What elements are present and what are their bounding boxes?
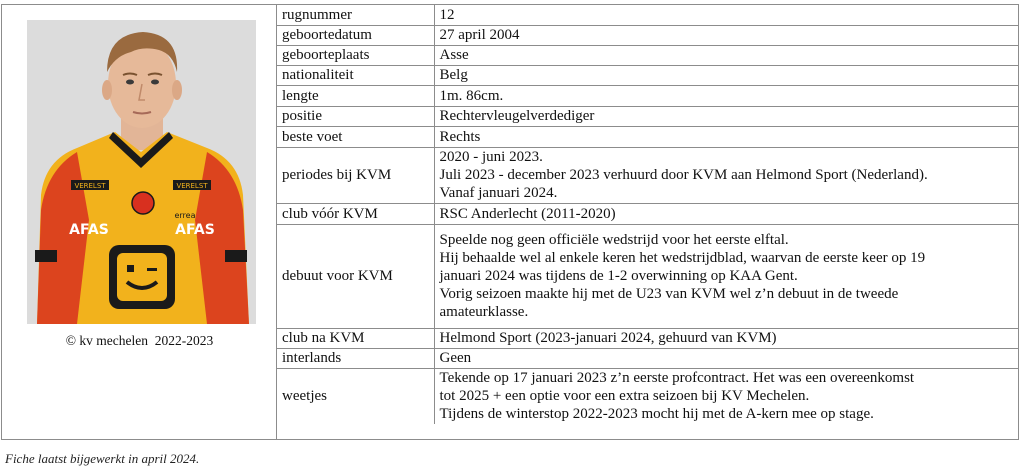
player-portrait-image <box>27 20 256 324</box>
row-value <box>434 5 1018 25</box>
sponsor-main-left: AFAS <box>69 222 109 238</box>
row-label: club na KVM <box>277 328 434 348</box>
row-value <box>434 126 1018 147</box>
row-value <box>434 65 1018 85</box>
row-value-line: Rechtervleugelverdediger <box>439 108 595 124</box>
row-label: club vóór KVM <box>277 203 434 224</box>
row-label: beste voet <box>277 126 434 147</box>
row-value-line: Juli 2023 - december 2023 verhuurd door KVM aan Helmond Sport (Nederland). <box>439 167 928 183</box>
sponsor-top-right: VERELST <box>176 182 208 190</box>
table-row <box>277 65 1018 85</box>
row-value-line: Asse <box>439 47 469 63</box>
row-label: weetjes <box>277 368 434 424</box>
row-value-line: 1m. 86cm. <box>439 87 504 104</box>
row-value-line: Belg <box>439 67 468 83</box>
table-row <box>277 25 1018 45</box>
table-row <box>277 368 1018 424</box>
row-label: lengte <box>277 85 434 106</box>
row-value <box>434 368 1018 424</box>
row-label: geboorteplaats <box>277 45 434 65</box>
row-value-line: Speelde nog geen officiële wedstrijd voor het eerste elftal. <box>439 232 789 248</box>
row-label: nationaliteit <box>277 65 434 85</box>
row-value-line: 27 april 2004 <box>439 27 520 43</box>
table-row <box>277 85 1018 106</box>
table-row <box>277 45 1018 65</box>
row-label: positie <box>277 106 434 126</box>
row-value-line: Helmond Sport (2023-januari 2024, gehuurd van KVM) <box>439 330 777 346</box>
row-value-line: Rechts <box>439 128 481 145</box>
sponsor-main-right: AFAS <box>175 222 215 238</box>
sponsor-top-left: VERELST <box>74 182 106 190</box>
row-label: debuut voor KVM <box>277 224 434 328</box>
table-row <box>277 203 1018 224</box>
player-fiche <box>1 4 1019 440</box>
row-value <box>434 25 1018 45</box>
row-value-line: tot 2025 + een optie voor een extra seizoen bij KV Mechelen. <box>439 388 810 405</box>
table-row <box>277 147 1018 203</box>
table-row <box>277 224 1018 328</box>
row-value-line: 2020 - juni 2023. <box>439 149 543 165</box>
row-value-line: Hij behaalde wel al enkele keren het wedstrijdblad, waarvan de eerste keer op 19 <box>439 250 926 266</box>
row-value-line: januari 2024 was tijdens de 1-2 overwinning op KAA Gent. <box>439 268 798 284</box>
row-value-line: Tekende op 17 januari 2023 z’n eerste profcontract. Het was een overeenkomst <box>439 370 915 387</box>
player-info-table <box>277 5 1018 424</box>
row-label: periodes bij KVM <box>277 147 434 203</box>
player-photo <box>27 20 256 324</box>
table-row <box>277 106 1018 126</box>
row-value-line: Tijdens de winterstop 2022-2023 mocht hij met de A-kern mee op stage. <box>439 406 874 423</box>
row-value <box>434 147 1018 203</box>
photo-column <box>2 5 277 439</box>
row-label: interlands <box>277 348 434 368</box>
row-value-line: Vanaf januari 2024. <box>439 185 558 201</box>
row-value <box>434 106 1018 126</box>
row-value <box>434 348 1018 368</box>
row-label: geboortedatum <box>277 25 434 45</box>
table-row <box>277 328 1018 348</box>
row-label: rugnummer <box>277 5 434 25</box>
info-table-container <box>277 5 1018 439</box>
table-row <box>277 126 1018 147</box>
row-value <box>434 328 1018 348</box>
jersey-brand: errea <box>174 211 196 220</box>
row-value-line: RSC Anderlecht (2011-2020) <box>439 205 616 222</box>
row-value <box>434 224 1018 328</box>
last-updated-note: Fiche laatst bijgewerkt in april 2024. <box>5 451 200 466</box>
row-value-line: Vorig seizoen maakte hij met de U23 van KVM wel z’n debuut in de tweede <box>439 286 899 302</box>
table-row <box>277 5 1018 25</box>
row-value <box>434 45 1018 65</box>
row-value-line: 12 <box>439 6 455 23</box>
row-value <box>434 85 1018 106</box>
row-value <box>434 203 1018 224</box>
photo-copyright: © kv mechelen 2022-2023 <box>65 333 214 348</box>
row-value-line: amateurklasse. <box>439 304 529 320</box>
table-row <box>277 348 1018 368</box>
row-value-line: Geen <box>439 350 472 366</box>
